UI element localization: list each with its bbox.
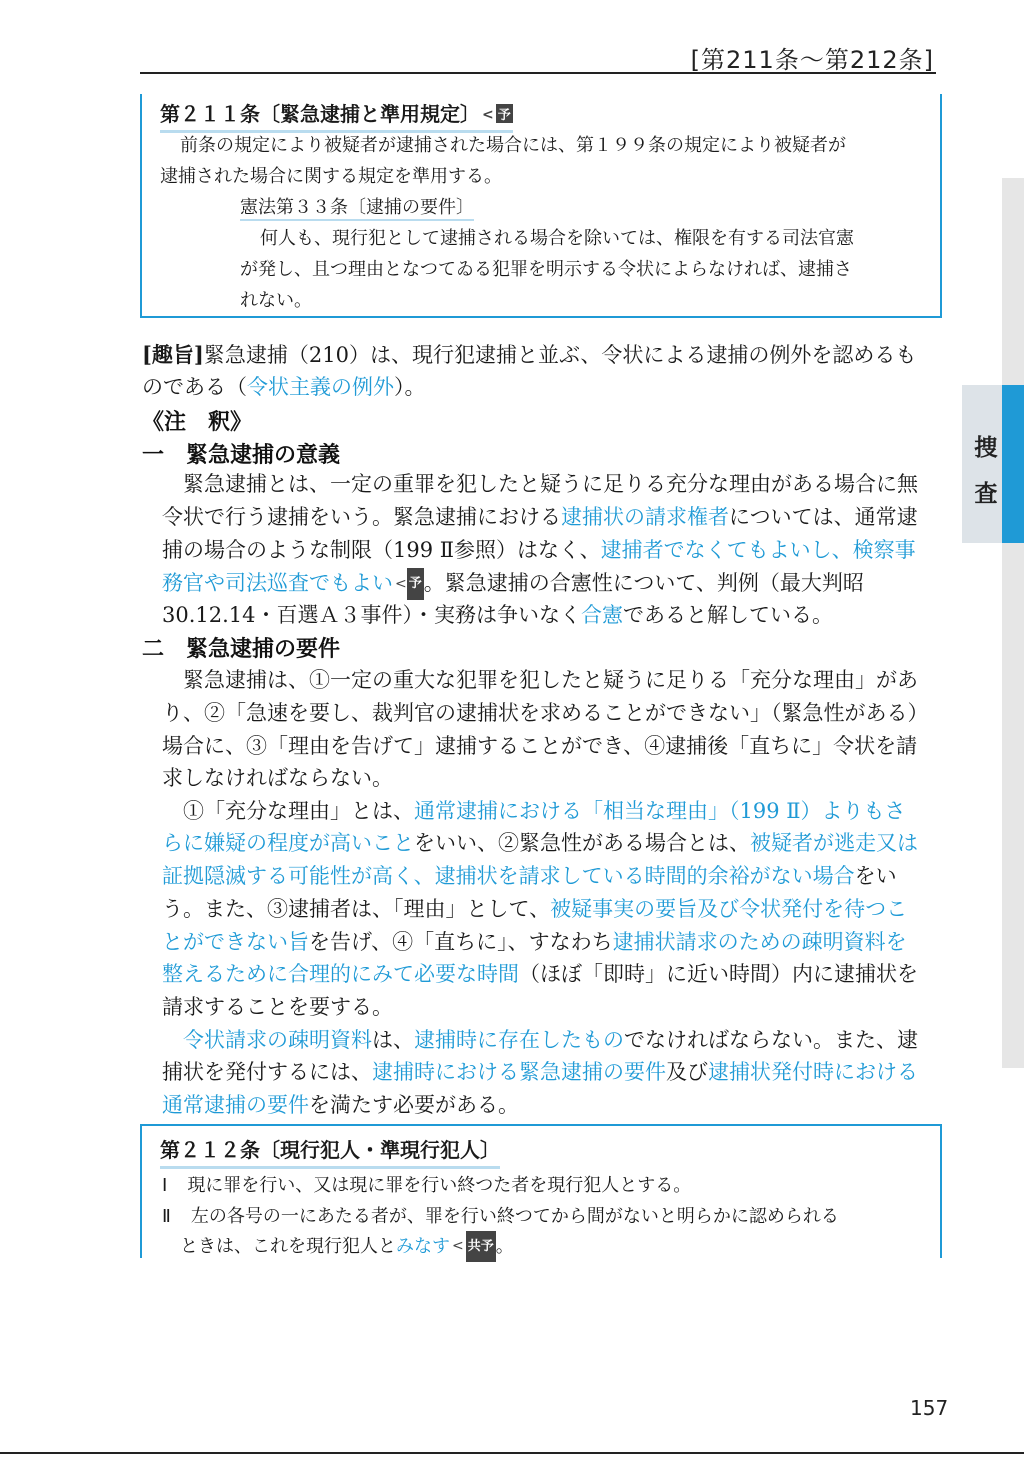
highlight-text: 被疑者が逃走又は [750,831,918,855]
s2-p1-line4: 求しなければならない。 [162,766,393,790]
highlight-text: 逮捕時における緊急逮捕の要件 [372,1060,666,1084]
s2-p2-line3: 証拠隠滅する可能性が高く、逮捕状を請求している時間的余裕がない場合をい [162,864,897,888]
highlight-text: みなす [396,1236,450,1257]
s2-p3-line2: 捕状を発付するには、逮捕時における緊急逮捕の要件及び逮捕状発付時における [162,1060,918,1084]
article-211-line1: 前条の規定により被疑者が逮捕された場合には、第１９９条の規定により被疑者が [180,135,846,156]
article-211-box [140,94,942,318]
chapter-tab [962,385,1024,543]
shushi-line2: のである（令状主義の例外）。 [142,375,426,399]
s2-p3-line3: 通常逮捕の要件を満たす必要がある。 [162,1093,519,1117]
article-212-title: 第２１２条〔現行犯人・準現行犯人〕 [160,1134,500,1169]
article-212-para2-line2: ときは、これを現行犯人とみなす < 共予 。 [180,1231,514,1262]
s2-p1-line1: 緊急逮捕は、①一定の重大な犯罪を犯したと疑うに足りる「充分な理由」があ [183,668,918,692]
s1-line3: 捕の場合のような制限（199 Ⅱ参照）はなく、逮捕者でなくてもよいし、検察事 [162,538,916,562]
highlight-text: 逮捕状発付時における [708,1060,918,1084]
highlight-text: 令状主義の例外 [247,375,394,399]
shushi-line1: [趣旨]緊急逮捕（210）は、現行犯逮捕と並ぶ、令状による逮捕の例外を認めるも [142,342,917,367]
highlight-text: 証拠隠滅する可能性が高く、逮捕状を請求している時間的余裕がない場合 [162,864,855,888]
highlight-text: 整えるために合理的にみて必要な時間 [162,962,519,986]
section-2-heading: 二 緊急逮捕の要件 [142,636,341,662]
para-number: Ⅱ [162,1206,171,1227]
s2-p1-line2: り、②「急速を要し、裁判官の逮捕状を求めることができない」（緊急性がある） [162,701,929,725]
constitution-33-line3: れない。 [240,290,312,311]
s1-line5: 30.12.14・百選Ａ３事件）・実務は争いなく合憲であると解している。 [162,603,834,627]
chapter-tab-accent [1002,385,1024,543]
highlight-text: 逮捕者でなくてもよいし、検察事 [600,538,916,562]
highlight-text: とができない旨 [162,930,309,954]
highlight-text: 合憲 [581,603,624,627]
arrow-icon: < [395,576,407,592]
running-header [140,38,936,74]
s2-p1-line3: 場合に、③「理由を告げて」逮捕することができ、④逮捕後「直ちに」令状を請 [162,734,918,758]
para-number: Ⅰ [162,1175,168,1196]
s2-p2-line7: 請求することを要する。 [162,995,393,1019]
s2-p2-line1: ①「充分な理由」とは、通常逮捕における「相当な理由」（199 Ⅱ）よりもさ [183,799,906,823]
s1-line4: 務官や司法巡査でもよい < 予。緊急逮捕の合憲性について、判例（最大判昭 [162,567,864,600]
article-212-para1: Ⅰ 現に罪を行い、又は現に罪を行い終つた者を現行犯人とする。 [162,1175,692,1196]
s2-p2-line2: らに嫌疑の程度が高いことをいい、②緊急性がある場合とは、被疑者が逃走又は [162,831,918,855]
arrow-icon: < [482,107,494,123]
highlight-text: 逮捕状の請求権者 [561,505,729,529]
article-212-para2: Ⅱ 左の各号の一にあたる者が、罪を行い終つてから間がないと明らかに認められる [162,1206,839,1227]
article-212-box [140,1124,942,1258]
exam-mark-icon: 予 [496,104,513,123]
constitution-33-line2: が発し、且つ理由となつてゐる犯罪を明示する令状によらなければ、逮捕さ [240,259,852,280]
s2-p3-line1: 令状請求の疎明資料は、逮捕時に存在したものでなければならない。また、逮 [183,1028,918,1052]
s1-line2: 令状で行う逮捕をいう。緊急逮捕における逮捕状の請求権者については、通常逮 [162,505,918,529]
article-211-line2: 逮捕された場合に関する規定を準用する。 [160,166,502,187]
constitution-33-title-text: 憲法第３３条〔逮捕の要件〕 [240,197,474,221]
s2-p2-line6: 整えるために合理的にみて必要な時間（ほぼ「即時」に近い時間）内に逮捕状を [162,962,918,986]
s2-p2-line5: とができない旨を告げ、④「直ちに」、すなわち逮捕状請求のための疎明資料を [162,930,907,954]
highlight-text: 通常逮捕の要件 [162,1093,309,1117]
s1-line1: 緊急逮捕とは、一定の重罪を犯したと疑うに足りる充分な理由がある場合に無 [183,472,918,496]
highlight-text: 逮捕状請求のための疎明資料を [612,930,907,954]
side-index-bar [1002,178,1024,1068]
page-number: 157 [910,1396,949,1420]
arrow-icon: < [452,1238,464,1254]
s2-p2-line4: う。また、③逮捕者は、「理由」として、被疑事実の要旨及び令状発付を待つこ [162,897,908,921]
article-211-title [160,98,513,133]
highlight-text: 逮捕時に存在したもの [414,1028,624,1052]
highlight-text: 通常逮捕における「相当な理由」（199 Ⅱ）よりもさ [414,799,906,823]
chapter-tab-label: 捜査 [974,435,998,507]
article-211-title-text: 第２１１条〔緊急逮捕と準用規定〕 [160,102,480,126]
highlight-text: らに嫌疑の程度が高いこと [162,831,414,855]
highlight-text: 務官や司法巡査でもよい [162,571,393,595]
bottom-rule [0,1452,1024,1454]
highlight-text: 被疑事実の要旨及び令状発付を待つこ [550,897,908,921]
constitution-33-line1: 何人も、現行犯として逮捕される場合を除いては、権限を有する司法官憲 [260,228,854,249]
exam-mark-icon: 共予 [466,1231,496,1262]
highlight-text: 令状請求の疎明資料 [183,1028,372,1052]
section-1-heading: 一 緊急逮捕の意義 [142,442,341,468]
header-title: [第211条〜第212条] [690,46,934,74]
chushaku-heading: 《注 釈》 [142,409,253,435]
exam-mark-icon: 予 [407,568,424,600]
constitution-33-title [240,192,474,223]
shushi-label: [趣旨] [142,342,204,367]
